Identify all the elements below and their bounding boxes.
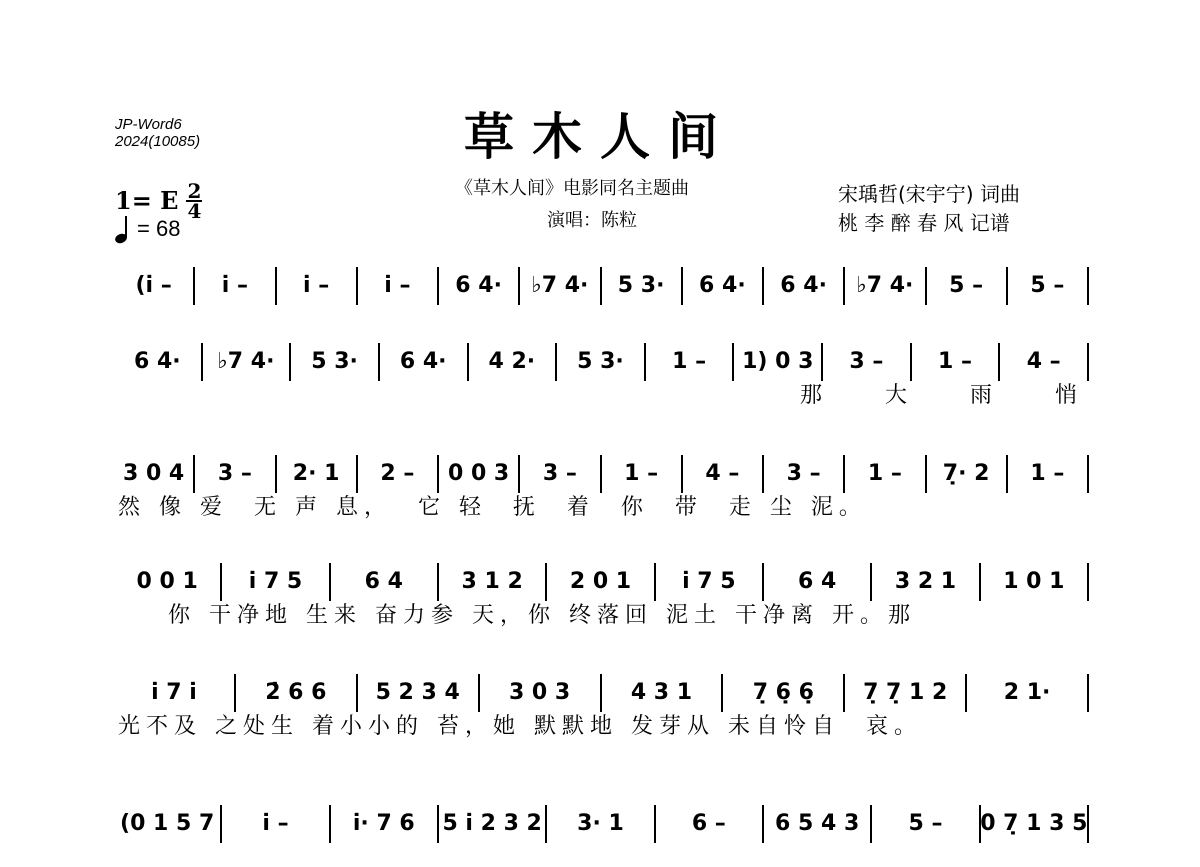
measure <box>194 267 275 305</box>
lyrics-line: 然 像 爱 无 声 息， 它 轻 抚 着 你 带 走 尘 泥。 <box>118 495 867 520</box>
singer-credit: 演唱：陈粒 <box>547 210 637 231</box>
measure <box>438 563 546 601</box>
measure <box>871 805 979 843</box>
measure-notes: 1 – <box>1030 461 1065 486</box>
quarter-note-icon <box>115 215 133 243</box>
measure <box>645 343 734 381</box>
measure-notes: 1) 0 3 <box>742 349 814 374</box>
measure <box>330 805 438 843</box>
measure <box>722 674 844 712</box>
barline <box>1087 563 1089 601</box>
measure-notes: 1 – <box>672 349 707 374</box>
measure-notes: 1 0 1 <box>1003 569 1065 594</box>
measure-notes: 6 4· <box>699 273 746 298</box>
measure <box>113 805 221 843</box>
measure-notes: 0 0 1 <box>136 569 198 594</box>
score-system <box>0 563 1200 628</box>
measure-notes: 7̣ 6̣ 6̣ <box>752 680 814 705</box>
measure <box>113 674 235 712</box>
score-system <box>0 455 1200 520</box>
measure <box>871 563 979 601</box>
measure-notes: 2· 1 <box>292 461 340 486</box>
measure <box>276 455 357 493</box>
measure <box>980 805 1088 843</box>
score-system <box>0 674 1200 739</box>
measure-notes: i̇ 7 5 <box>682 569 736 594</box>
measure <box>235 674 357 712</box>
measure-notes: (i̇ – <box>135 273 172 298</box>
measure-notes: i̇ 7 i̇ <box>151 680 197 705</box>
measure <box>113 563 221 601</box>
measure <box>926 267 1007 305</box>
measure <box>438 805 546 843</box>
barline <box>1087 805 1089 843</box>
measure <box>763 267 844 305</box>
measure <box>357 267 438 305</box>
measure-notes: 7̣· 2 <box>942 461 990 486</box>
score-system <box>0 267 1200 329</box>
measure-notes: 3 2 1 <box>894 569 957 594</box>
measure <box>822 343 911 381</box>
measure-notes: 1 – <box>867 461 902 486</box>
song-title: 草木人间 <box>464 107 736 166</box>
measure-notes: 2 – <box>380 461 415 486</box>
measure <box>601 267 682 305</box>
measure-notes: 6 4 <box>364 569 403 594</box>
measure-notes: 0 0 3 <box>448 461 510 486</box>
measure <box>438 455 519 493</box>
measure <box>479 674 601 712</box>
measure-notes: 5 3· <box>577 349 624 374</box>
measure <box>733 343 822 381</box>
measure <box>601 674 723 712</box>
software-name: JP-Word6 <box>115 116 182 133</box>
measure <box>438 267 519 305</box>
measure <box>844 455 925 493</box>
measure-notes: 6 4· <box>133 349 181 374</box>
tempo-value: = 68 <box>137 216 181 241</box>
measure <box>113 455 194 493</box>
measure <box>194 455 275 493</box>
measure-notes: 1 – <box>624 461 659 486</box>
measure-notes: i̇ – <box>303 273 330 298</box>
measure <box>357 674 479 712</box>
credits-block <box>838 180 1020 238</box>
measure-notes: 2 1· <box>1003 680 1051 705</box>
measure-notes: 3 1 2 <box>461 569 523 594</box>
measure <box>290 343 379 381</box>
lyrics-line: 那 大 雨 悄 <box>800 383 1105 408</box>
measure-notes: ♭7 4· <box>856 273 914 298</box>
measure-notes: i̇ – <box>221 273 248 298</box>
time-signature-bottom: 4 <box>187 199 202 223</box>
barline <box>1087 267 1089 305</box>
measure-notes: 6 4· <box>780 273 827 298</box>
measure <box>763 455 844 493</box>
measure <box>379 343 468 381</box>
measure <box>221 563 329 601</box>
measure-notes: 2 0 1 <box>569 569 632 594</box>
transcriber: 桃 李 醉 春 风 记谱 <box>838 211 1010 235</box>
measure-notes: 5 i̇ 2 3 2 <box>442 811 542 836</box>
measure <box>844 267 925 305</box>
measure-notes: 5 3· <box>311 349 358 374</box>
measure-notes: 0 7̣ 1 3 5 <box>980 811 1088 836</box>
measure-notes: 3 – <box>542 461 577 486</box>
measure-notes: 4 3 1 <box>630 680 693 705</box>
barline <box>1087 674 1089 712</box>
measure-notes: 5 – <box>1030 273 1065 298</box>
measure-notes: 4 2· <box>488 349 536 374</box>
measure-notes: 7̣ 7̣ 1 2 <box>863 680 948 705</box>
measure <box>966 674 1088 712</box>
tempo-mark <box>115 215 180 243</box>
measure <box>468 343 557 381</box>
time-signature-top: 2 <box>187 179 202 203</box>
measure <box>682 267 763 305</box>
measure <box>113 267 194 305</box>
measure <box>357 455 438 493</box>
measure <box>556 343 645 381</box>
measure-notes: ♭7 4· <box>217 349 275 374</box>
measure-notes: 3· 1 <box>577 811 624 836</box>
measure <box>330 563 438 601</box>
measure-notes: 4 – <box>1026 349 1061 374</box>
measure-notes: i̇ 7 5 <box>248 569 303 594</box>
key-label: 1= E <box>115 186 179 215</box>
barline <box>1087 343 1089 381</box>
measure <box>546 563 654 601</box>
measure-notes: 5 – <box>908 811 943 836</box>
measure <box>655 563 763 601</box>
measure <box>546 805 654 843</box>
score-system <box>0 805 1200 867</box>
measure <box>980 563 1088 601</box>
measure <box>113 343 202 381</box>
measure <box>655 805 763 843</box>
measure-notes: (0 1 5 7 <box>120 811 215 836</box>
measure <box>911 343 1000 381</box>
measure-notes: i̇ – <box>262 811 289 836</box>
measure-notes: i̇ – <box>384 273 411 298</box>
lyrics-line: 你 干净地 生来 奋力参 天，你 终落回 泥土 干净离 开。那 <box>168 603 916 628</box>
barline <box>1087 455 1089 493</box>
measure <box>202 343 291 381</box>
measure <box>519 455 600 493</box>
measure-notes: 1 – <box>938 349 973 374</box>
measure <box>1007 455 1088 493</box>
measure <box>763 563 871 601</box>
measure <box>999 343 1088 381</box>
measure <box>844 674 966 712</box>
software-version: 2024(10085) <box>115 133 201 151</box>
measure-notes: i̇· 7 6 <box>352 811 415 836</box>
measure-notes: 3 0 3 <box>508 680 571 705</box>
measure-notes: 3 – <box>786 461 821 486</box>
measure-notes: 5 – <box>949 273 984 298</box>
measure <box>926 455 1007 493</box>
measure <box>763 805 871 843</box>
measure <box>276 267 357 305</box>
measure <box>1007 267 1088 305</box>
measure-notes: 4 – <box>705 461 740 486</box>
time-signature <box>186 179 202 223</box>
measure-notes: 2̇ 6 6 <box>265 680 327 705</box>
measure-notes: 5 3· <box>617 273 665 298</box>
measure <box>682 455 763 493</box>
measure <box>601 455 682 493</box>
score-system <box>0 343 1200 408</box>
lyricist-composer: 宋瑀哲(宋宇宁) 词曲 <box>838 182 1020 206</box>
measure-notes: 3 – <box>217 461 252 486</box>
measure-notes: 6 5 4 3 <box>775 811 860 836</box>
lyrics-line: 光不及 之处生 着小小的 苔，她 默默地 发芽从 未自怜自 哀。 <box>118 714 922 739</box>
measure <box>221 805 329 843</box>
measure-notes: 6 4 <box>798 569 837 594</box>
song-subtitle: 《草木人间》电影同名主题曲 <box>455 178 689 199</box>
measure-notes: 6 – <box>691 811 726 836</box>
measure-notes: 6 4· <box>399 349 447 374</box>
measure-notes: ♭7 4· <box>531 273 589 298</box>
measure-notes: 3 0 4 <box>123 461 185 486</box>
measure-notes: 3 – <box>849 349 884 374</box>
measure-notes: 5 2 3 4 <box>375 680 460 705</box>
measure-notes: 6 4· <box>455 273 502 298</box>
measure <box>519 267 600 305</box>
